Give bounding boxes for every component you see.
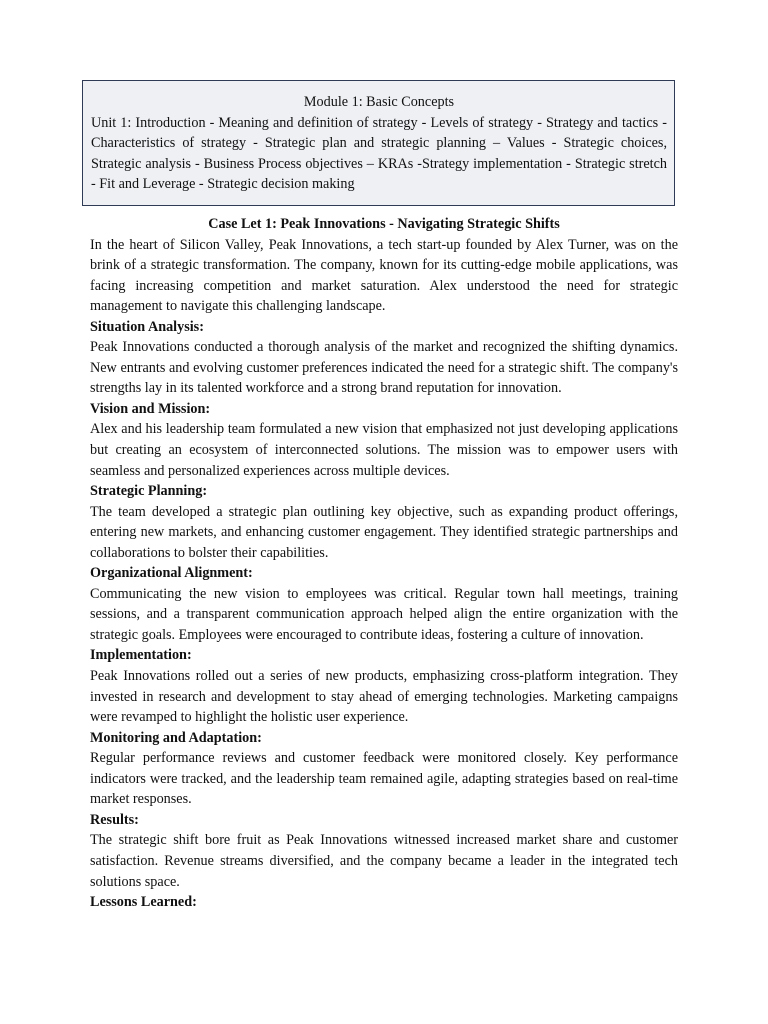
section-heading-monitoring-adaptation: Monitoring and Adaptation: <box>90 729 262 746</box>
section-heading-situation-analysis: Situation Analysis: <box>90 318 204 335</box>
section-heading-vision-mission: Vision and Mission: <box>90 400 211 417</box>
section-heading-organizational-alignment: Organizational Alignment: <box>90 565 253 582</box>
section-text-situation-analysis: Peak Innovations conducted a thorough analysis of the market and recognized the shifting dynamics. New entrants and evolving customer preferences indicated the need for a strategic shift. The company's strengths lay in its talented workforce and a strong brand reputation for innovation. <box>90 339 678 397</box>
case-let-content <box>90 214 678 913</box>
case-title: Case Let 1: Peak Innovations - Navigating Strategic Shifts <box>208 216 560 232</box>
module-summary-box <box>82 80 675 206</box>
section-text-organizational-alignment: Communicating the new vision to employees was critical. Regular town hall meetings, training sessions, and a transparent communication approach helped align the entire organization with the strategic goals. Employees were encouraged to contribute ideas, fostering a culture of innovation. <box>90 585 678 643</box>
section-text-implementation: Peak Innovations rolled out a series of new products, emphasizing cross-platform integration. They invested in research and development to stay ahead of emerging technologies. Marketing campaigns were revamped to highlight the holistic user experience. <box>90 668 678 726</box>
section-heading-strategic-planning: Strategic Planning: <box>90 483 208 500</box>
section-text-vision-mission: Alex and his leadership team formulated a new vision that emphasized not just developing applications but creating an ecosystem of interconnected solutions. The mission was to empower users with seamless and personalized experiences across multiple devices. <box>90 421 678 479</box>
module-title: Module 1: Basic Concepts <box>303 94 455 110</box>
module-unit-description: Unit 1: Introduction - Meaning and definition of strategy - Levels of strategy - Strategy and tactics - Characteristics of strategy - Strategic plan and strategic planning – Values - Strategic choices, Strategic analysis - Business Process objectives – KRAs -Strategy implementation - Strategic stretch - Fit and Leverage - Strategic decision making <box>91 114 667 193</box>
section-heading-results: Results: <box>90 811 139 828</box>
section-text-monitoring-adaptation: Regular performance reviews and customer feedback were monitored closely. Key performance indicators were tracked, and the leadership team remained agile, adapting strategies based on real-time market responses. <box>90 750 678 808</box>
section-heading-lessons-learned: Lessons Learned: <box>90 894 197 911</box>
case-intro-paragraph: In the heart of Silicon Valley, Peak Innovations, a tech start-up founded by Alex Turner, was on the brink of a strategic transformation. The company, known for its cutting-edge mobile applications, was facing increasing competition and market saturation. Alex understood the need for strategic management to navigate this challenging landscape. <box>90 236 678 315</box>
section-heading-implementation: Implementation: <box>90 647 192 664</box>
section-text-strategic-planning: The team developed a strategic plan outlining key objective, such as expanding product offerings, entering new markets, and enhancing customer engagement. They identified strategic partnerships and collaborations to bolster their capabilities. <box>90 503 678 561</box>
section-text-results: The strategic shift bore fruit as Peak Innovations witnessed increased market share and customer satisfaction. Revenue streams diversified, and the company became a leader in the integrated tech solutions space. <box>90 832 678 890</box>
